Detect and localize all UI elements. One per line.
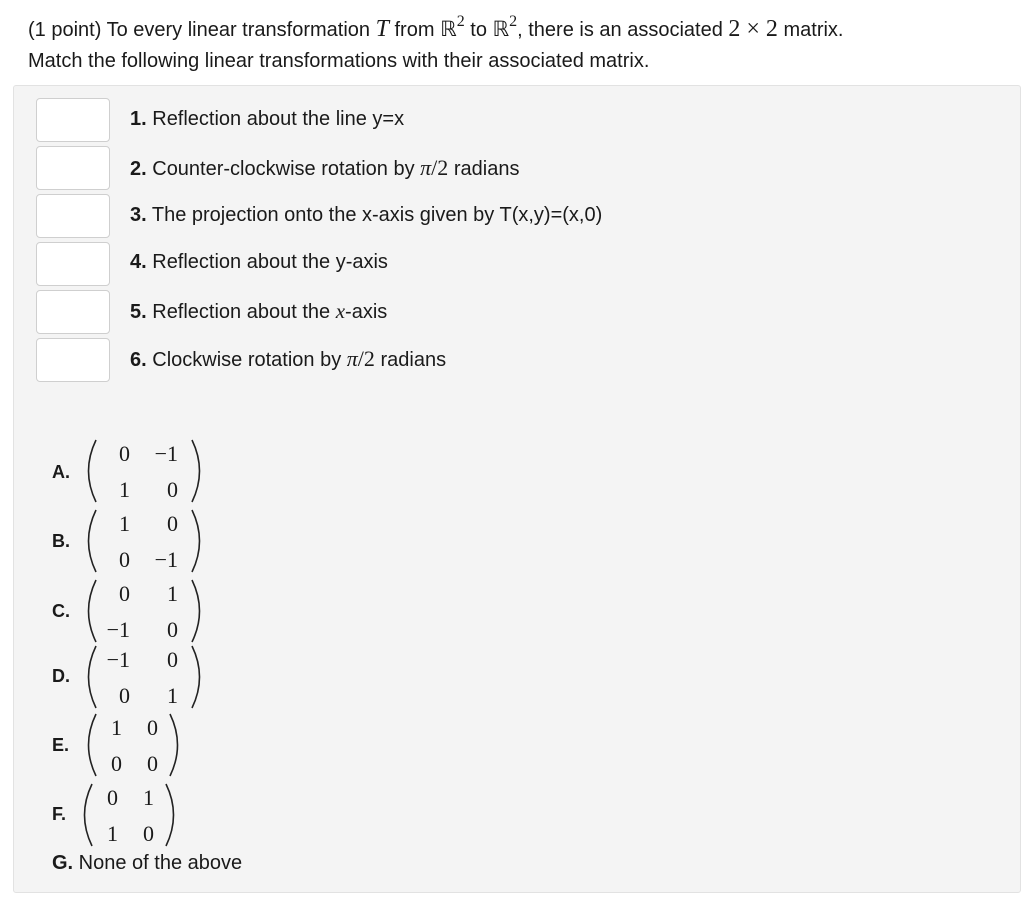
- matrix-cell: −1: [106, 647, 130, 672]
- option-e-letter: E.: [52, 735, 70, 755]
- item-1: 1. Reflection about the line y=x: [130, 108, 405, 130]
- option-g: G. None of the above: [52, 852, 243, 874]
- item-3: 3. The projection onto the x-axis given by T(x,y)=(x,0): [130, 204, 603, 226]
- matrix-cell: 0: [119, 441, 130, 466]
- matrix-cell: −1: [154, 547, 178, 572]
- matrix-cell: 1: [107, 821, 118, 846]
- matrix-cell: −1: [106, 617, 130, 642]
- intro-line-1: (1 point) To every linear transformation T from ℝ$^2$ to ℝ$^2$, there is an associated 2 × 2 matrix.: [28, 13, 844, 42]
- matrix-cell: 0: [147, 751, 158, 776]
- matrix-cell: 0: [147, 715, 158, 740]
- matrix-cell: 0: [167, 617, 178, 642]
- item-2: 2. Counter-clockwise rotation by π/2 radians: [130, 155, 520, 180]
- option-a-letter: A.: [52, 462, 70, 482]
- option-f-letter: F.: [52, 804, 67, 824]
- answer-box-2[interactable]: [36, 146, 110, 190]
- option-d-matrix: [80, 644, 208, 710]
- matrix-cell: 0: [111, 751, 122, 776]
- matrix-cell: 1: [167, 581, 178, 606]
- item-5: 5. Reflection about the x-axis: [130, 299, 388, 323]
- matrix-cell: 0: [167, 647, 178, 672]
- item-4: 4. Reflection about the y-axis: [130, 251, 388, 273]
- option-d-letter: D.: [52, 666, 70, 686]
- option-c-letter: C.: [52, 601, 70, 621]
- answer-box-5[interactable]: [36, 290, 110, 334]
- answer-box-3[interactable]: [36, 194, 110, 238]
- matrix-cell: −1: [154, 441, 178, 466]
- matrix-cell: 1: [119, 511, 130, 536]
- option-b-matrix: [80, 508, 208, 574]
- matrix-cell: 0: [167, 511, 178, 536]
- matrix-cell: 0: [143, 821, 154, 846]
- answer-box-6[interactable]: [36, 338, 110, 382]
- matrix-cell: 1: [167, 683, 178, 708]
- matrix-cell: 1: [119, 477, 130, 502]
- matrix-cell: 1: [143, 785, 154, 810]
- option-b-letter: B.: [52, 531, 70, 551]
- option-e-matrix: [80, 712, 186, 778]
- option-f-matrix: [76, 782, 182, 848]
- item-6: 6. Clockwise rotation by π/2 radians: [130, 346, 447, 371]
- option-a-matrix: [80, 438, 208, 504]
- matrix-cell: 0: [107, 785, 118, 810]
- option-c-matrix: [80, 578, 208, 644]
- matrix-cell: 0: [119, 683, 130, 708]
- answer-box-1[interactable]: [36, 98, 110, 142]
- intro-line-2: Match the following linear transformations with their associated matrix.: [28, 50, 650, 72]
- matrix-cell: 0: [167, 477, 178, 502]
- problem-statement: [28, 14, 1008, 77]
- matrix-cell: 1: [111, 715, 122, 740]
- answer-box-4[interactable]: [36, 242, 110, 286]
- matrix-cell: 0: [119, 547, 130, 572]
- matrix-cell: 0: [119, 581, 130, 606]
